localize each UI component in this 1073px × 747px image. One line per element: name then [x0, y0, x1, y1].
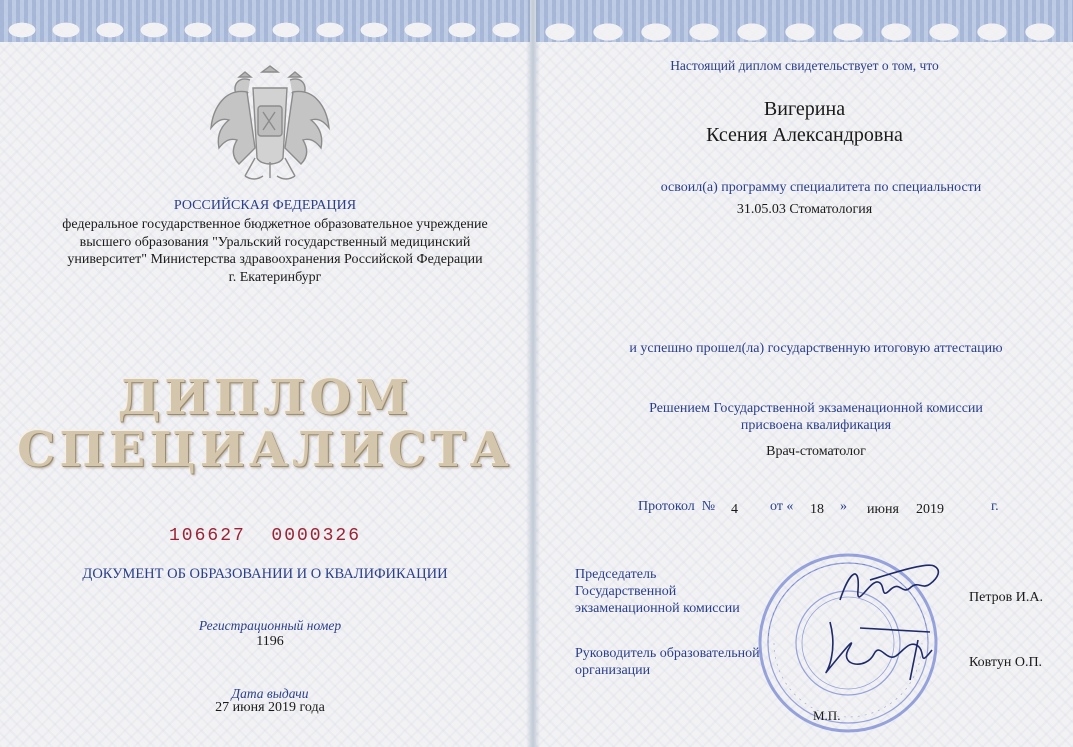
- institution-line: федеральное государственное бюджетное образовательное учреждение: [62, 217, 488, 232]
- registration-number: 1196: [256, 634, 284, 649]
- chair-title: [575, 566, 775, 617]
- head-title-line: Руководитель образовательной: [575, 646, 760, 661]
- graduate-given-names: Ксения Александровна: [706, 124, 903, 146]
- protocol-date-label: от «: [770, 499, 794, 514]
- chair-title-line: Председатель: [575, 567, 657, 582]
- graduate-surname: Вигерина: [763, 98, 846, 120]
- protocol-day: 18: [810, 502, 824, 517]
- institution-city: г. Екатеринбург: [228, 269, 322, 285]
- registration-label: Регистрационный номер: [198, 618, 342, 633]
- chair-name: Петров И.А.: [969, 590, 1043, 605]
- institution-line: высшего образования "Уральский государственный медицинский: [79, 234, 471, 250]
- issue-date: 27 июня 2019 года: [215, 700, 325, 715]
- program-text: освоил(а) программу специалитета по специальности: [660, 180, 982, 195]
- decorative-border: [0, 0, 530, 42]
- chair-title-line: Государственной: [575, 584, 677, 599]
- protocol-month: июня: [867, 502, 899, 517]
- document-type: ДОКУМЕНТ ОБ ОБРАЗОВАНИИ И О КВАЛИФИКАЦИИ: [82, 566, 448, 582]
- coat-of-arms-icon: [205, 58, 335, 190]
- institution-name: [40, 216, 510, 286]
- protocol-label: Протокол №: [638, 499, 716, 514]
- diploma-title-line1: ДИПЛОМ: [117, 370, 413, 426]
- institution-line: университет" Министерства здравоохранения Российской Федерации: [67, 252, 483, 267]
- decision-text: Решением Государственной экзаменационной комиссии: [649, 401, 983, 416]
- qualification: Врач-стоматолог: [766, 444, 866, 459]
- seal-label: М.П.: [813, 708, 841, 723]
- protocol-year: 2019: [916, 502, 944, 517]
- protocol-number: 4: [731, 502, 738, 517]
- certifies-text: Настоящий диплом свидетельствует о том, что: [670, 58, 939, 73]
- issue-date-label: Дата выдачи: [231, 686, 309, 701]
- head-title: [575, 645, 785, 679]
- attestation-text: и успешно прошел(ла) государственную итоговую аттестацию: [629, 341, 1003, 356]
- head-name: Ковтун О.П.: [969, 655, 1043, 670]
- serial-number: 106627 0000326: [168, 526, 362, 546]
- decision-text-2: присвоена квалификация: [740, 418, 892, 433]
- head-title-line: организации: [575, 663, 651, 678]
- head-signature-icon: [800, 610, 950, 685]
- chair-title-line: экзаменационной комиссии: [575, 601, 740, 616]
- decorative-border: [536, 0, 1073, 42]
- protocol-year-suffix: г.: [991, 499, 999, 514]
- protocol-day-close: »: [840, 499, 847, 514]
- diploma-title-line2: СПЕЦИАЛИСТА: [17, 422, 513, 478]
- specialty: 31.05.03 Стоматология: [736, 202, 873, 217]
- country-heading: РОССИЙСКАЯ ФЕДЕРАЦИЯ: [173, 198, 357, 213]
